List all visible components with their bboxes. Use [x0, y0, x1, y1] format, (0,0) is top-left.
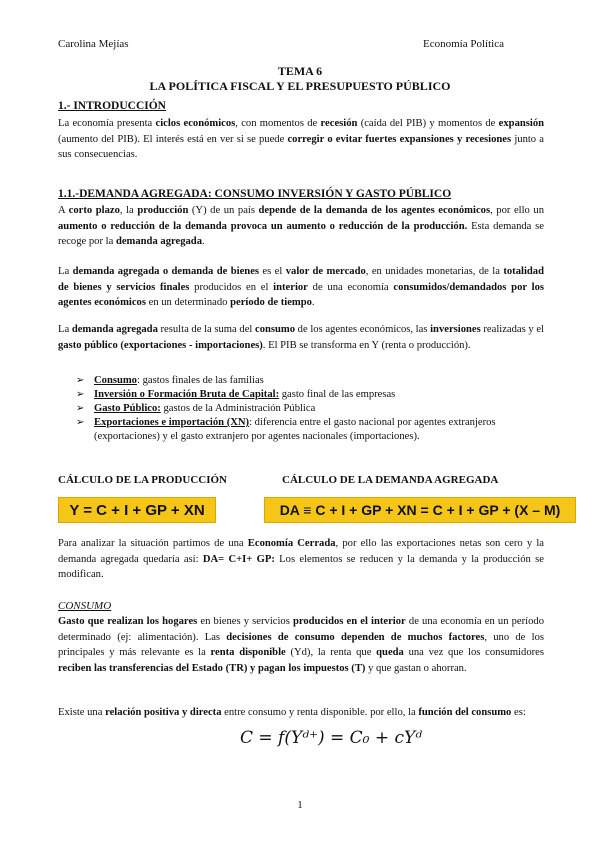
- arrow-bullet-icon: ➢: [76, 403, 85, 414]
- arrow-bullet-icon: ➢: [76, 375, 85, 386]
- header-subject: Economía Política: [423, 38, 504, 50]
- demand-paragraph-2: La demanda agregada o demanda de bienes es el valor de mercado, en unidades monetarias, de la totalidad de bienes y servicios finales producidos en el interior de una economía consumidos/demandados por los agentes económicos en un determinado período de tiempo.: [58, 266, 544, 308]
- intro-paragraph: La economía presenta ciclos económicos, con momentos de recesión (caída del PIB) y momentos de expansión (aumento del PIB). El interés está en ver si se puede corregir o evitar fuertes expansiones y recesiones junto a sus consecuencias.: [58, 118, 545, 160]
- production-formula: Y = C + I + GP + XN: [69, 501, 205, 519]
- doc-title-line2: LA POLÍTICA FISCAL Y EL PRESUPUESTO PÚBLICO: [149, 79, 451, 93]
- arrow-bullet-icon: ➢: [76, 389, 85, 400]
- demand-paragraph-3: La demanda agregada resulta de la suma del consumo de los agentes económicos, las inversiones realizadas y el gasto público (exportaciones - importaciones). El PIB se transforma en Y (renta o producción).: [58, 324, 544, 351]
- list-item: ➢ Consumo: gastos finales de las familias: [76, 375, 264, 386]
- consumo-paragraph-2: Existe una relación positiva y directa entre consumo y renta disponible. por ello, la función del consumo es:: [58, 707, 526, 718]
- demand-components-list: [76, 374, 546, 444]
- list-item: ➢ Inversión o Formación Bruta de Capital: gasto final de las empresas: [76, 389, 396, 400]
- closed-economy-paragraph: Para analizar la situación partimos de una Economía Cerrada, por ello las exportaciones netas son cero y la demanda agregada quedaría así: DA= C+I+ GP: Los elementos se reducen y la demanda y la producción se modifican.: [58, 538, 544, 580]
- list-item: ➢ Gasto Público: gastos de la Administración Pública: [76, 403, 316, 414]
- production-formula-box: [58, 497, 216, 523]
- page-number: 1: [297, 799, 303, 811]
- demand-formula: DA ≡ C + I + GP + XN = C + I + GP + (X – M): [279, 502, 561, 518]
- consumption-function-equation: C = f(Yᵈ⁺) = C₀ + cYᵈ: [240, 728, 423, 748]
- demand-paragraph-1: A corto plazo, la producción (Y) de un país depende de la demanda de los agentes económicos, por ello un aumento o reducción de la demanda provoca un aumento o reducción de la producción. Esta demanda se recoge por la demanda agregada.: [58, 205, 545, 247]
- arrow-bullet-icon: ➢: [76, 417, 85, 428]
- production-calc-heading: CÁLCULO DE LA PRODUCCIÓN: [58, 474, 227, 486]
- doc-title-line1: TEMA 6: [277, 64, 323, 78]
- section-heading-intro: 1.- INTRODUCCIÓN: [58, 100, 166, 112]
- consumo-paragraph-1: Gasto que realizan los hogares en bienes y servicios producidos en el interior de una economía en un período determinado (ej: alimentación). Las decisiones de consumo dependen de muchos factores, uno de los principales y más relevante es la renta disponible (Yd), la renta que queda una vez que los consumidores reciben las transferencias del Estado (TR) y pagan los impuestos (T) y que gastan o ahorran.: [58, 616, 545, 674]
- demand-formula-box: [264, 497, 576, 523]
- consumo-heading: CONSUMO: [58, 600, 112, 612]
- header-author: Carolina Mejías: [58, 38, 129, 50]
- demand-calc-heading: CÁLCULO DE LA DEMANDA AGREGADA: [282, 474, 499, 486]
- list-item: ➢ Exportaciones e importación (XN): diferencia entre el gasto nacional por agentes extranjeros (exportaciones) y el gasto extranjero por agentes nacionales (importaciones).: [76, 417, 496, 442]
- section-heading-demand: 1.1.-DEMANDA AGREGADA: CONSUMO INVERSIÓN Y GASTO PÚBLICO: [58, 188, 452, 200]
